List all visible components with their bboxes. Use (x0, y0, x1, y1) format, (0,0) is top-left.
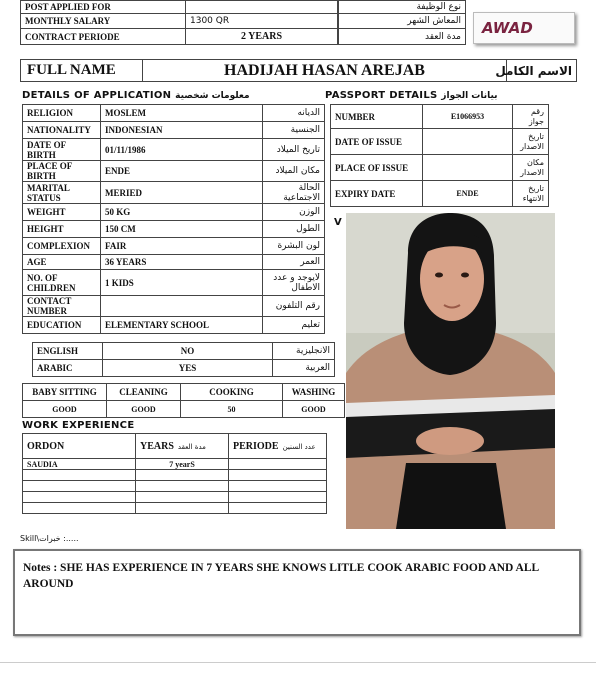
language-label-ar: الانجليزية (273, 343, 335, 360)
details-value: 50 KG (101, 204, 263, 221)
details-row (23, 238, 325, 255)
work-country (23, 481, 136, 492)
skill-value: 50 (181, 401, 283, 418)
logo-text: AWAD (482, 19, 533, 37)
work-periode (229, 470, 327, 481)
header-table (20, 0, 338, 45)
work-row (23, 503, 327, 514)
applicant-photo-art (346, 213, 555, 529)
work-table (22, 433, 327, 514)
language-label-ar: العربية (273, 360, 335, 377)
page-bottom-rule (0, 662, 596, 663)
work-row (23, 459, 327, 470)
details-row (23, 161, 325, 182)
salary-label-ar: المعاش الشهر (339, 14, 466, 29)
details-label-ar: الطول (263, 221, 325, 238)
details-row (23, 255, 325, 270)
work-country (23, 470, 136, 481)
passport-label: PLACE OF ISSUE (331, 155, 423, 181)
passport-title-en: PASSPORT DETAILS (325, 90, 438, 101)
work-header-years-ar: مدة العقد (177, 443, 206, 451)
photo-marker: V (334, 217, 342, 228)
passport-label: EXPIRY DATE (331, 181, 423, 207)
passport-label-ar: تاريخ الاصدار (513, 129, 549, 155)
work-title: WORK EXPERIENCE (22, 420, 135, 431)
details-value: 01/11/1986 (101, 139, 263, 161)
details-row (23, 105, 325, 122)
details-label-ar: تعليم (263, 317, 325, 334)
work-header-ordon: ORDON (23, 434, 136, 459)
details-row (23, 296, 325, 317)
work-periode (229, 492, 327, 503)
work-country (23, 503, 136, 514)
details-value: 1 KIDS (101, 270, 263, 296)
contract-label: CONTRACT PERIODE (21, 29, 186, 45)
work-country (23, 492, 136, 503)
skills-table (22, 383, 345, 418)
full-name-label-ar: الاسم الكامل (507, 60, 577, 82)
languages-table (32, 342, 335, 377)
details-row (23, 317, 325, 334)
details-row (23, 221, 325, 238)
work-years (136, 470, 229, 481)
details-row (23, 139, 325, 161)
details-label-ar: لون البشرة (263, 238, 325, 255)
header-ar-table (338, 0, 466, 45)
details-label-ar: مكان الميلاد (263, 161, 325, 182)
details-label: NO. OF CHILDREN (23, 270, 101, 296)
details-label-ar: العمر (263, 255, 325, 270)
details-value: FAIR (101, 238, 263, 255)
language-value: NO (103, 343, 273, 360)
passport-label-ar: رقم جواز (513, 105, 549, 129)
post-value (186, 1, 338, 14)
notes-text: Notes : SHE HAS EXPERIENCE IN 7 YEARS SHE KNOWS LITLE COOK ARABIC FOOD AND ALL AROUND (23, 562, 539, 590)
details-label-ar: الوزن (263, 204, 325, 221)
work-periode (229, 481, 327, 492)
language-label: ENGLISH (33, 343, 103, 360)
details-label: NATIONALITY (23, 122, 101, 139)
skill-header: BABY SITTING (23, 384, 107, 401)
work-header-periode (229, 434, 327, 459)
details-value: ELEMENTARY SCHOOL (101, 317, 263, 334)
work-years (136, 492, 229, 503)
passport-row (331, 129, 549, 155)
post-label: POST APPLIED FOR (21, 1, 186, 14)
passport-title-ar: بيانات الجواز (441, 91, 498, 101)
details-value: 36 YEARS (101, 255, 263, 270)
details-label-ar: رقم التلفون (263, 296, 325, 317)
passport-value (423, 129, 513, 155)
details-label-ar: الجنسية (263, 122, 325, 139)
passport-value: ENDE (423, 181, 513, 207)
applicant-photo (346, 213, 555, 529)
details-row (23, 122, 325, 139)
work-header-periode-ar: عدد السنين (282, 443, 316, 451)
language-row (33, 343, 335, 360)
full-name-bar (20, 59, 577, 82)
passport-title (325, 90, 498, 101)
passport-row (331, 105, 549, 129)
passport-label-ar: مكان الاصدار (513, 155, 549, 181)
work-periode (229, 459, 327, 470)
work-row (23, 492, 327, 503)
work-years: 7 yearS (136, 459, 229, 470)
language-label: ARABIC (33, 360, 103, 377)
skill-line: Skill\خبرات :..... (20, 534, 79, 543)
skill-value: GOOD (107, 401, 181, 418)
details-row (23, 270, 325, 296)
language-row (33, 360, 335, 377)
work-row (23, 470, 327, 481)
work-header-periode-en: PERIODE (233, 441, 279, 452)
passport-table (330, 104, 549, 207)
details-label: AGE (23, 255, 101, 270)
work-header-years (136, 434, 229, 459)
details-title-en: DETAILS OF APPLICATION (22, 90, 172, 101)
details-value: 150 CM (101, 221, 263, 238)
passport-value (423, 155, 513, 181)
passport-row (331, 181, 549, 207)
notes-box (13, 549, 581, 636)
language-value: YES (103, 360, 273, 377)
passport-label: NUMBER (331, 105, 423, 129)
salary-value: 1300 QR (186, 14, 338, 29)
work-header-years-en: YEARS (140, 441, 174, 452)
work-years (136, 503, 229, 514)
details-label: CONTACT NUMBER (23, 296, 101, 317)
details-value: MOSLEM (101, 105, 263, 122)
skill-header: CLEANING (107, 384, 181, 401)
details-label-ar: تاريخ الميلاد (263, 139, 325, 161)
work-row (23, 481, 327, 492)
work-periode (229, 503, 327, 514)
details-title-ar: معلومات شخصية (175, 91, 250, 101)
passport-value: E1066953 (423, 105, 513, 129)
details-title (22, 90, 250, 101)
details-label: DATE OF BIRTH (23, 139, 101, 161)
work-country: SAUDIA (23, 459, 136, 470)
company-logo (473, 12, 575, 44)
skills-value-row (23, 401, 345, 418)
passport-label-ar: تاريخ الانتهاء (513, 181, 549, 207)
skill-header: COOKING (181, 384, 283, 401)
details-label: PLACE OF BIRTH (23, 161, 101, 182)
skills-header-row (23, 384, 345, 401)
details-value (101, 296, 263, 317)
passport-row (331, 155, 549, 181)
details-value: MERIED (101, 182, 263, 204)
details-value: ENDE (101, 161, 263, 182)
details-label: MARITAL STATUS (23, 182, 101, 204)
skill-value: GOOD (23, 401, 107, 418)
salary-label: MONTHLY SALARY (21, 14, 186, 29)
details-row (23, 204, 325, 221)
details-label: COMPLEXION (23, 238, 101, 255)
details-label-ar: الحالة الاجتماعية (263, 182, 325, 204)
details-label: WEIGHT (23, 204, 101, 221)
details-table (22, 104, 325, 334)
details-label: RELIGION (23, 105, 101, 122)
skill-value: GOOD (283, 401, 345, 418)
details-value: INDONESIAN (101, 122, 263, 139)
passport-label: DATE OF ISSUE (331, 129, 423, 155)
details-row (23, 182, 325, 204)
details-label-ar: لايوجد و عدد الاطفال (263, 270, 325, 296)
work-years (136, 481, 229, 492)
post-label-ar: نوع الوظيفة (339, 1, 466, 14)
contract-label-ar: مدة العقد (339, 29, 466, 45)
skill-header: WASHING (283, 384, 345, 401)
contract-value: 2 YEARS (186, 29, 338, 45)
details-label-ar: الديانه (263, 105, 325, 122)
full-name-label: FULL NAME (21, 60, 143, 82)
full-name-value: HADIJAH HASAN AREJAB (143, 60, 507, 82)
details-label: EDUCATION (23, 317, 101, 334)
details-label: HEIGHT (23, 221, 101, 238)
